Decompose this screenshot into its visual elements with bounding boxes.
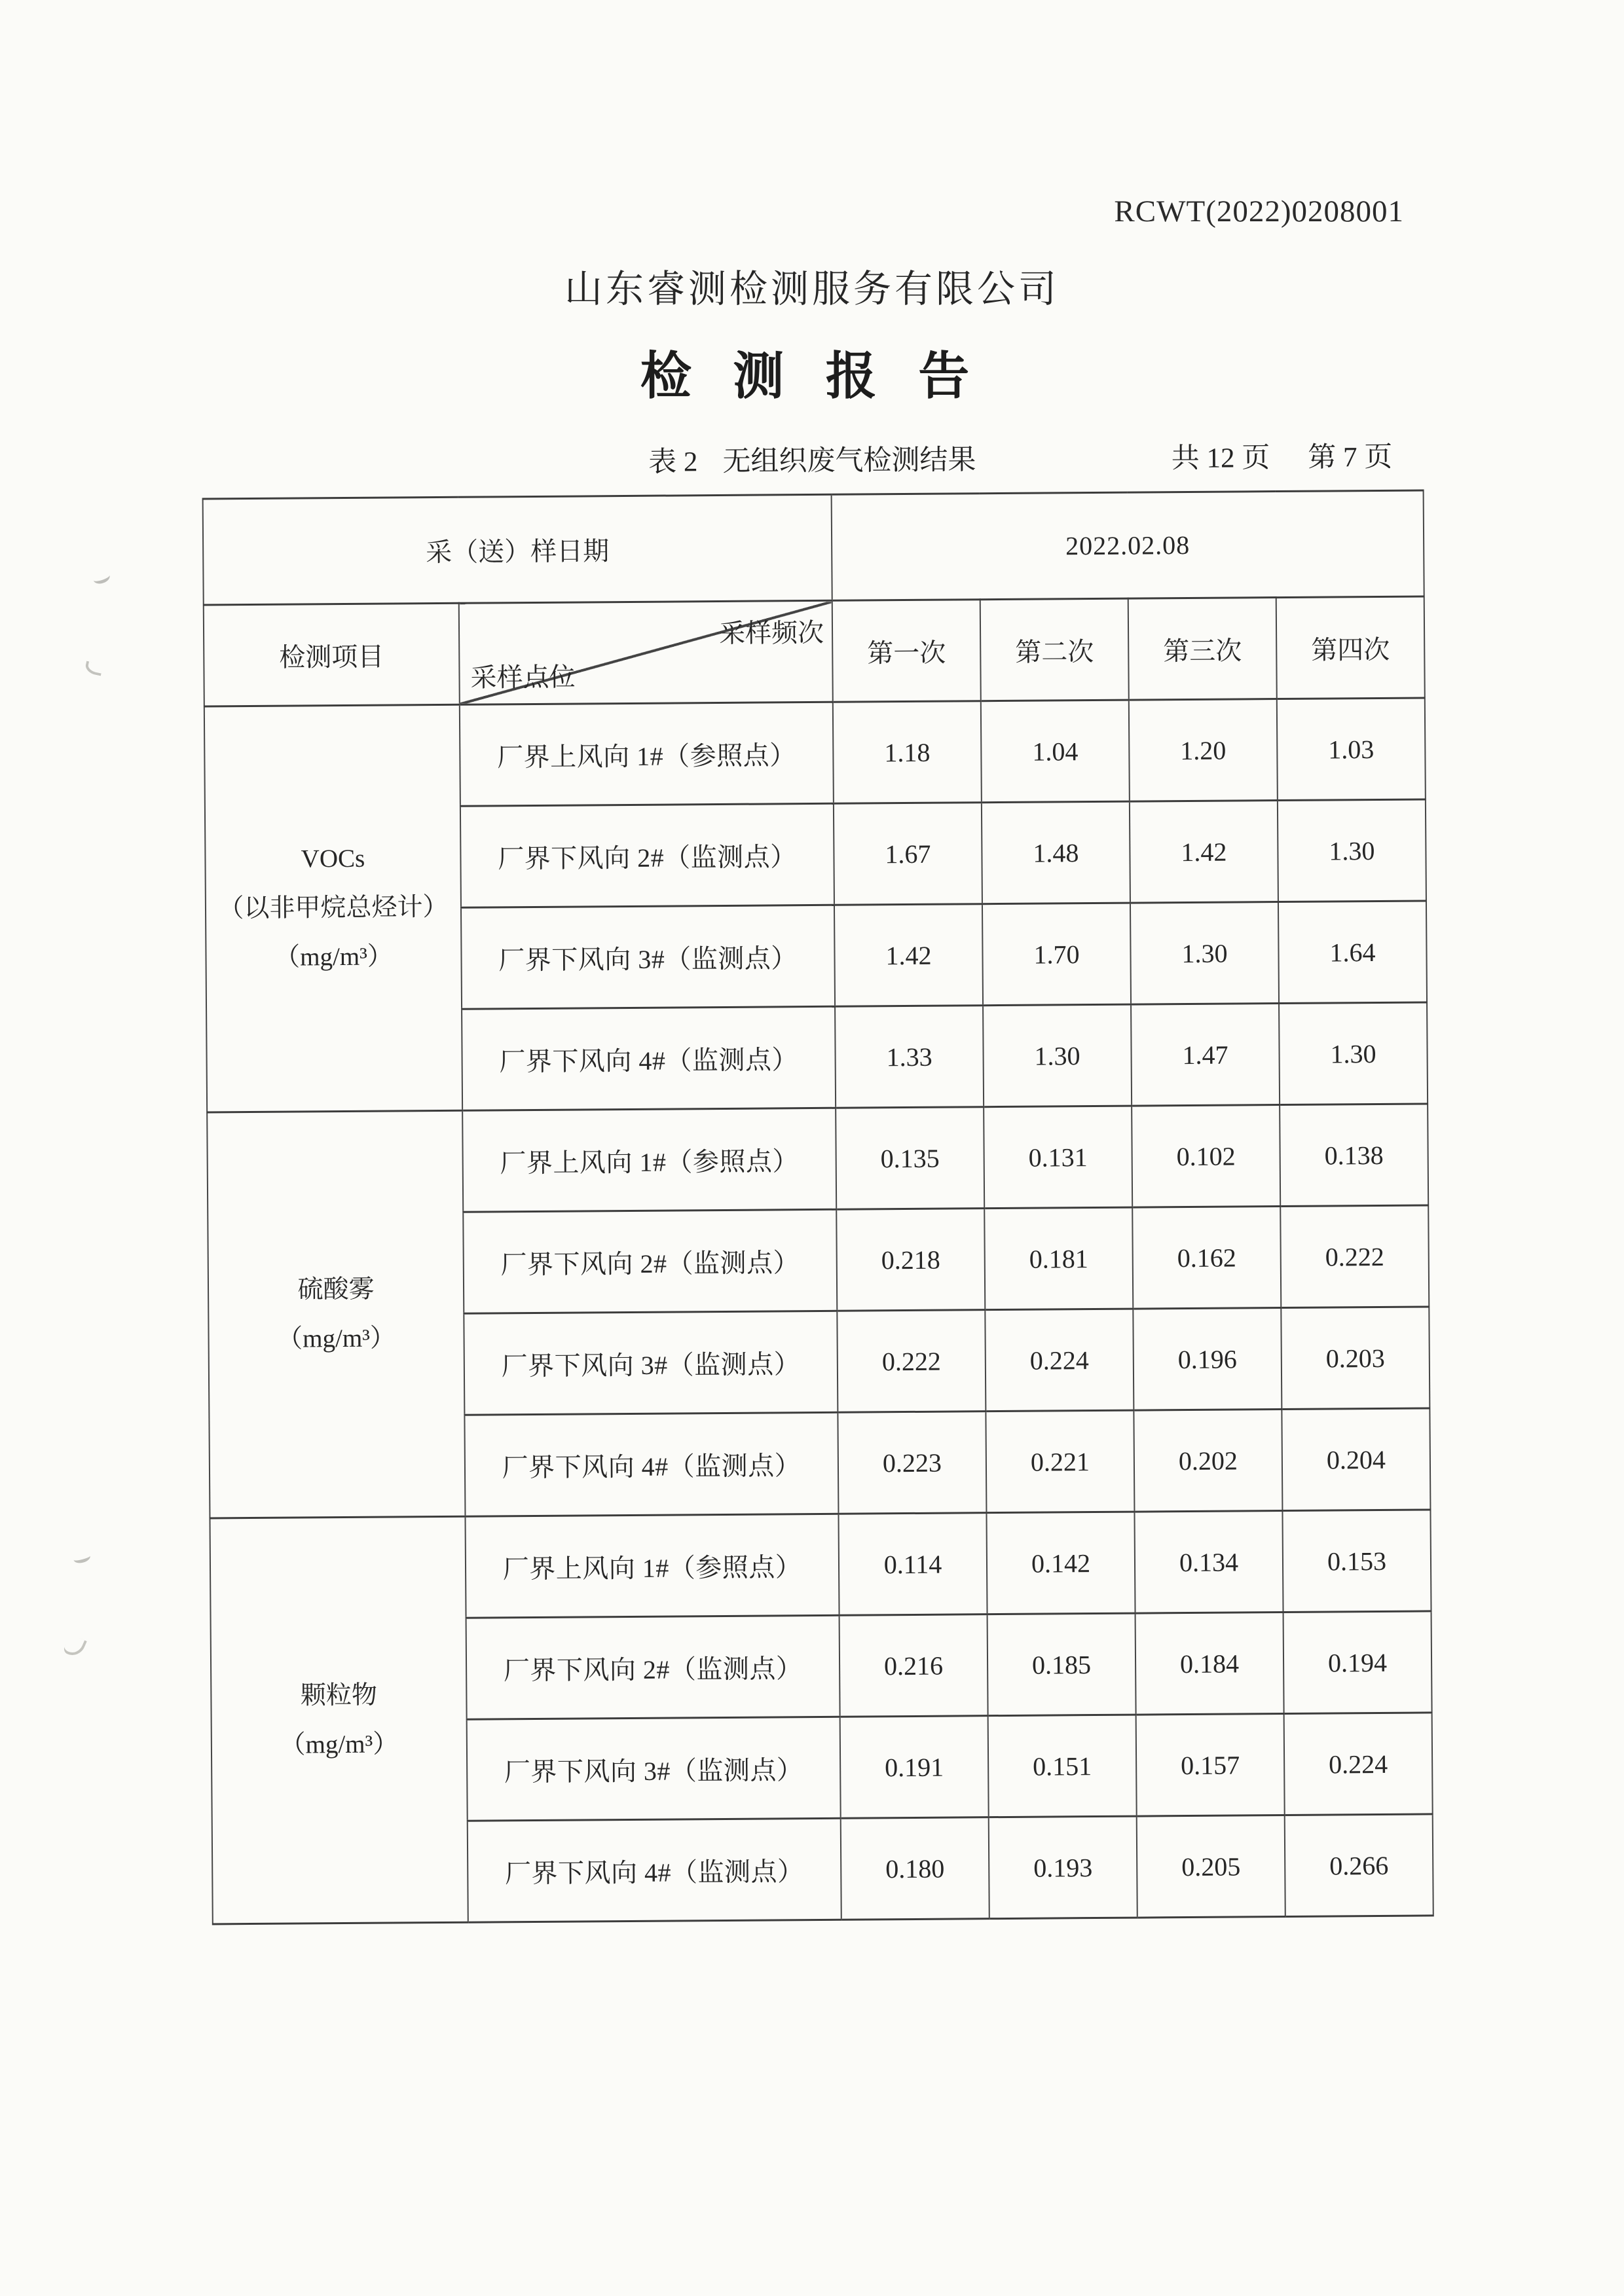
sampling-location-cell: 厂界下风向 3#（监测点） — [467, 1717, 841, 1821]
value-cell: 0.224 — [985, 1309, 1134, 1412]
table-row — [207, 1104, 1428, 1214]
results-table — [202, 489, 1434, 1925]
value-cell: 0.203 — [1281, 1307, 1430, 1410]
value-cell: 0.205 — [1137, 1815, 1285, 1918]
value-cell: 1.47 — [1131, 1004, 1280, 1106]
scan-artifact-mark — [73, 1551, 92, 1565]
sampling-location-cell: 厂界下风向 3#（监测点） — [464, 1311, 838, 1415]
value-cell: 0.194 — [1283, 1611, 1432, 1714]
value-cell: 0.193 — [989, 1816, 1137, 1919]
value-cell: 0.222 — [1280, 1205, 1429, 1308]
value-cell: 0.184 — [1135, 1613, 1284, 1715]
value-cell: 1.20 — [1129, 699, 1278, 802]
value-cell: 0.157 — [1136, 1714, 1285, 1817]
item-header-cell: 检测项目 — [204, 603, 460, 706]
parameter-line: （mg/m³） — [277, 1323, 396, 1353]
table-row — [210, 1510, 1431, 1620]
frequency-header-cell: 第四次 — [1276, 596, 1425, 699]
parameter-line: VOCs — [301, 845, 365, 873]
parameter-line: （mg/m³） — [274, 942, 393, 972]
parameter-label — [215, 1679, 462, 1762]
sampling-location-cell: 厂界下风向 4#（监测点） — [462, 1006, 836, 1110]
report-number: RCWT(2022)0208001 — [1114, 194, 1404, 228]
sampling-location-cell: 厂界上风向 1#（参照点） — [465, 1514, 839, 1618]
current-page: 第 7 页 — [1308, 441, 1393, 473]
value-cell: 0.134 — [1134, 1511, 1283, 1614]
value-cell: 0.216 — [840, 1614, 988, 1717]
company-name: 山东睿测检测服务有限公司 — [564, 268, 1060, 310]
value-cell: 0.185 — [987, 1613, 1136, 1716]
table-row — [204, 698, 1426, 808]
sampling-location-cell: 厂界下风向 4#（监测点） — [464, 1412, 838, 1516]
scan-artifact-mark — [84, 661, 103, 676]
value-cell: 0.102 — [1132, 1105, 1280, 1208]
value-cell: 1.33 — [835, 1006, 984, 1108]
value-cell: 0.151 — [988, 1715, 1137, 1817]
frequency-header-cell: 第一次 — [832, 600, 981, 702]
value-cell: 0.180 — [841, 1817, 989, 1920]
table-sheet — [202, 434, 1433, 1925]
sampling-location-cell: 厂界下风向 3#（监测点） — [461, 905, 835, 1009]
value-cell: 1.67 — [834, 803, 982, 905]
value-cell: 0.162 — [1132, 1207, 1281, 1309]
sample-date-row — [203, 490, 1424, 605]
parameter-cell — [210, 1516, 468, 1924]
table-header-row — [204, 596, 1425, 706]
value-cell: 0.191 — [840, 1716, 989, 1819]
parameter-label — [213, 1273, 460, 1356]
value-cell: 0.135 — [836, 1107, 984, 1210]
table-caption-label: 表 2 — [648, 446, 698, 478]
sample-date-label-cell: 采（送）样日期 — [203, 494, 832, 605]
value-cell: 0.222 — [837, 1310, 986, 1413]
parameter-label — [210, 843, 456, 974]
value-cell: 0.202 — [1134, 1410, 1282, 1512]
value-cell: 1.30 — [1279, 1002, 1428, 1105]
diagonal-header-cell — [459, 600, 833, 704]
table-caption — [648, 437, 976, 479]
parameter-cell — [204, 704, 462, 1112]
value-cell: 0.224 — [1284, 1713, 1433, 1815]
parameter-line: 硫酸雾 — [297, 1275, 375, 1304]
total-pages: 共 12 页 — [1171, 443, 1270, 475]
value-cell: 1.30 — [1130, 902, 1279, 1005]
value-cell: 0.138 — [1280, 1104, 1428, 1207]
sampling-location-cell: 厂界下风向 4#（监测点） — [468, 1818, 841, 1922]
value-cell: 0.266 — [1285, 1814, 1433, 1917]
value-cell: 0.153 — [1282, 1510, 1431, 1613]
value-cell: 0.181 — [984, 1207, 1133, 1310]
frequency-header-cell: 第二次 — [980, 598, 1129, 701]
table-caption-row — [202, 434, 1422, 483]
diagonal-header-frequency: 采样频次 — [718, 617, 824, 648]
value-cell: 0.142 — [986, 1512, 1135, 1614]
value-cell: 0.114 — [838, 1513, 987, 1616]
value-cell: 0.221 — [986, 1410, 1134, 1513]
sampling-location-cell: 厂界下风向 2#（监测点） — [466, 1615, 840, 1719]
report-title: 检 测 报 告 — [640, 348, 984, 405]
value-cell: 1.18 — [833, 701, 982, 804]
sampling-location-cell: 厂界上风向 1#（参照点） — [460, 702, 834, 806]
value-cell: 1.42 — [1130, 801, 1278, 903]
value-cell: 0.204 — [1282, 1408, 1430, 1511]
page-indicator — [1171, 435, 1392, 476]
parameter-line: （mg/m³） — [280, 1729, 399, 1759]
value-cell: 1.70 — [982, 903, 1131, 1006]
parameter-line: （以非甲烷总烃计） — [218, 893, 449, 923]
parameter-cell — [207, 1110, 465, 1518]
table-caption-title: 无组织废气检测结果 — [722, 445, 976, 477]
parameter-line: 颗粒物 — [300, 1681, 378, 1710]
value-cell: 1.04 — [981, 700, 1130, 803]
value-cell: 1.30 — [1278, 799, 1426, 902]
value-cell: 1.48 — [982, 801, 1130, 904]
value-cell: 0.131 — [984, 1106, 1132, 1209]
sampling-location-cell: 厂界下风向 2#（监测点） — [460, 803, 834, 907]
value-cell: 1.42 — [834, 904, 983, 1007]
sample-date-value-cell: 2022.02.08 — [832, 490, 1424, 600]
value-cell: 0.218 — [836, 1209, 985, 1311]
value-cell: 1.30 — [983, 1004, 1132, 1107]
frequency-header-cell: 第三次 — [1128, 598, 1277, 701]
diagonal-header-location: 采样点位 — [470, 662, 576, 693]
sampling-location-cell: 厂界上风向 1#（参照点） — [462, 1108, 836, 1212]
scan-artifact-mark — [62, 1634, 87, 1660]
value-cell: 0.223 — [838, 1412, 986, 1514]
value-cell: 1.03 — [1277, 698, 1426, 801]
value-cell: 1.64 — [1278, 901, 1427, 1004]
value-cell: 0.196 — [1133, 1308, 1282, 1411]
sampling-location-cell: 厂界下风向 2#（监测点） — [463, 1209, 837, 1313]
scan-artifact-mark — [92, 570, 111, 585]
